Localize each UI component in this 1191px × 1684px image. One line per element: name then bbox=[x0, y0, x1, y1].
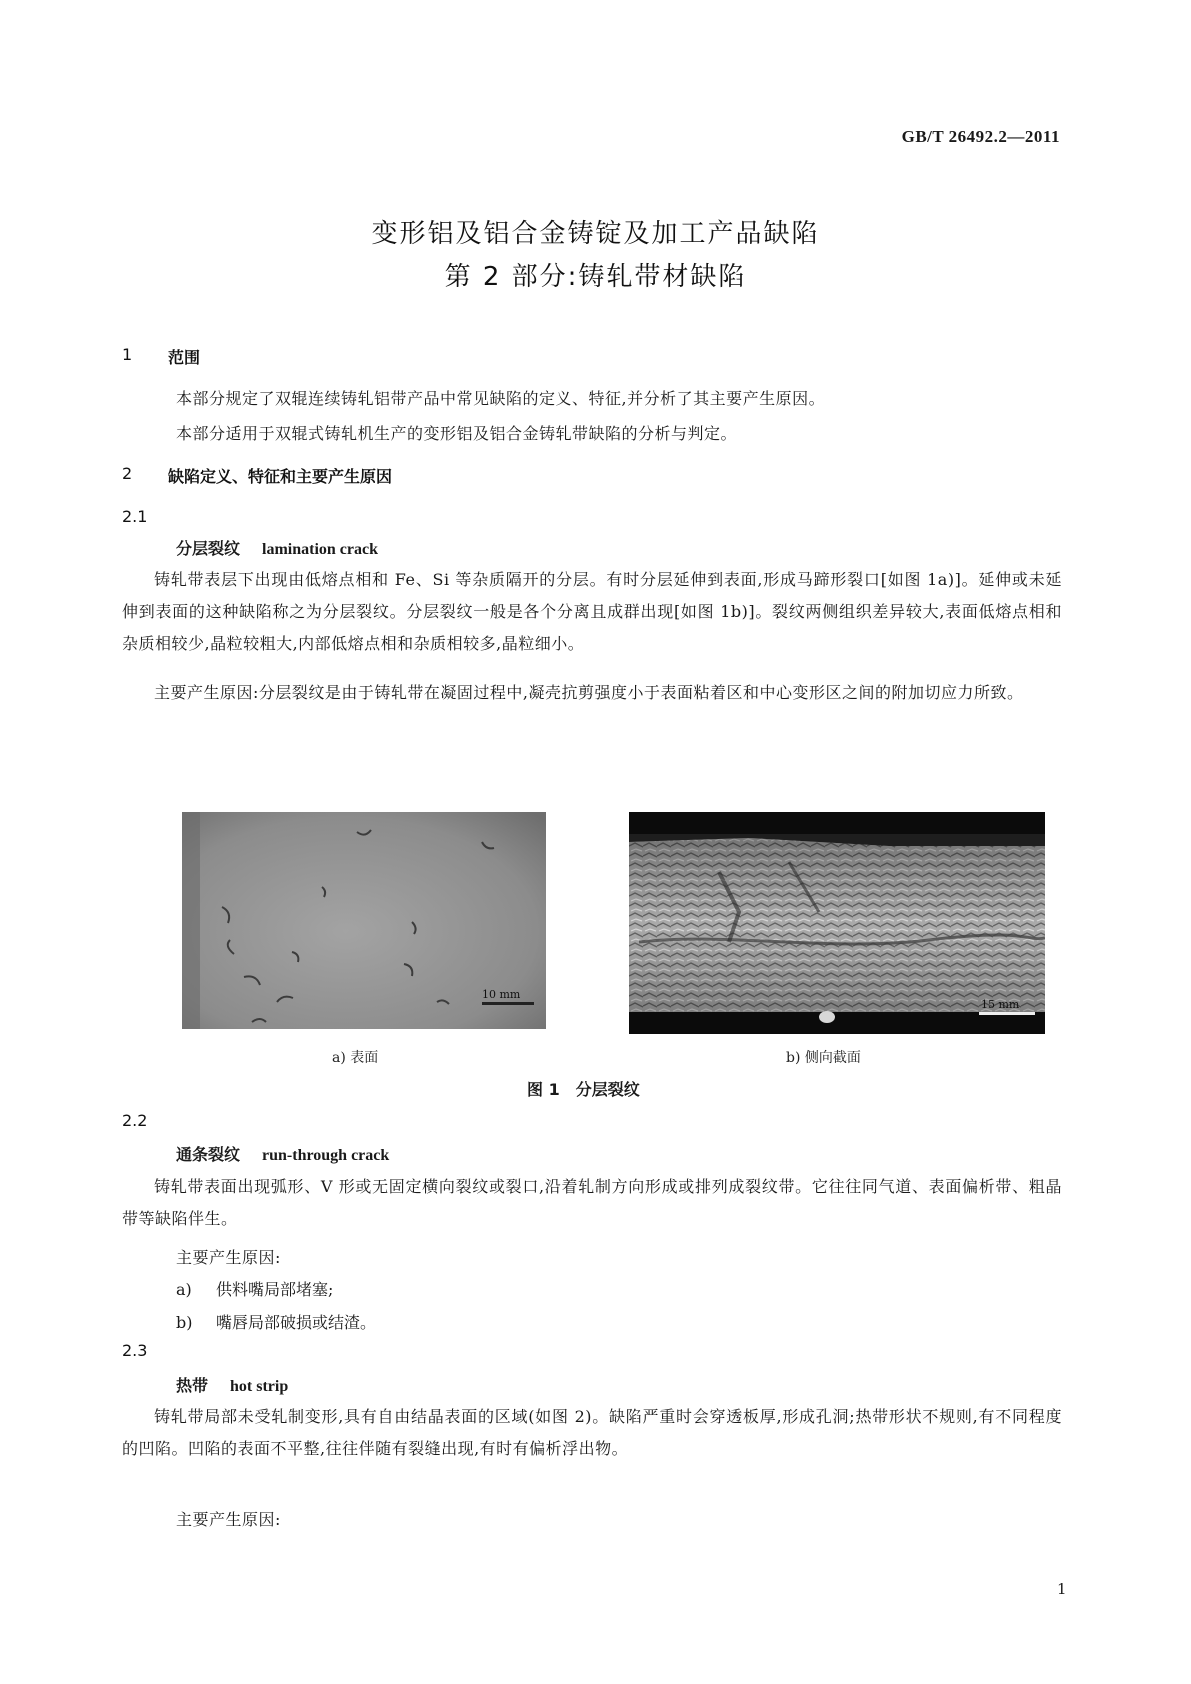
section-2-2-list-item bbox=[176, 1277, 333, 1300]
section-2-2-cause-label: 主要产生原因: bbox=[176, 1248, 281, 1267]
document-title-line2: 第 2 部分:铸轧带材缺陷 bbox=[444, 262, 747, 292]
section-2-number: 2 bbox=[122, 464, 133, 483]
figure-1a-caption: a) 表面 bbox=[332, 1050, 379, 1066]
figure-1-title: 图 1 分层裂纹 bbox=[527, 1080, 640, 1099]
section-2-1-paragraph-2: 主要产生原因:分层裂纹是由于铸轧带在凝固过程中,凝壳抗剪强度小于表面粘着区和中心变形区之间的附加切应力所致。 bbox=[154, 683, 1024, 702]
section-2-1-term bbox=[176, 536, 378, 559]
figure-1b-cross-section-photo bbox=[629, 812, 1045, 1034]
section-1-number: 1 bbox=[122, 345, 133, 364]
figure-1a-surface-photo bbox=[182, 812, 546, 1029]
section-2-2-term bbox=[176, 1142, 389, 1165]
section-2-2-paragraph-1: 铸轧带表面出现弧形、V 形或无固定横向裂纹或裂口,沿着轧制方向形成或排列成裂纹带。它往往同气道、表面偏析带、粗晶带等缺陷伴生。 bbox=[122, 1177, 1062, 1228]
figure-1a-scale-label: 10 mm bbox=[482, 988, 521, 1001]
list-text: 嘴唇局部破损或结渣。 bbox=[216, 1313, 377, 1332]
term-chinese: 热带 bbox=[176, 1376, 209, 1395]
standard-code: GB/T 26492.2—2011 bbox=[901, 127, 1060, 146]
list-marker: b) bbox=[176, 1313, 193, 1332]
section-2-3-paragraph-1: 铸轧带局部未受轧制变形,具有自由结晶表面的区域(如图 2)。缺陷严重时会穿透板厚,形成孔洞;热带形状不规则,有不同程度的凹陷。凹陷的表面不平整,往往伴随有裂缝出现,有时有偏析浮出物。 bbox=[122, 1407, 1062, 1458]
section-1-paragraph-1: 本部分规定了双辊连续铸轧铝带产品中常见缺陷的定义、特征,并分析了其主要产生原因。 bbox=[176, 389, 826, 408]
term-chinese: 通条裂纹 bbox=[176, 1145, 241, 1164]
section-2-heading: 缺陷定义、特征和主要产生原因 bbox=[168, 467, 393, 486]
section-2-3-cause-label: 主要产生原因: bbox=[176, 1510, 281, 1529]
section-2-1-number: 2.1 bbox=[122, 507, 148, 526]
term-english: run-through crack bbox=[262, 1147, 390, 1164]
figure-1b-scale-label: 15 mm bbox=[981, 998, 1020, 1011]
section-2-2-number: 2.2 bbox=[122, 1111, 148, 1130]
figure-1b-caption: b) 侧向截面 bbox=[786, 1050, 861, 1066]
section-2-3-term bbox=[176, 1373, 288, 1396]
section-2-3-number: 2.3 bbox=[122, 1341, 148, 1360]
section-1-heading: 范围 bbox=[168, 348, 201, 367]
page-number: 1 bbox=[1057, 1580, 1067, 1598]
list-marker: a) bbox=[176, 1280, 192, 1299]
term-english: lamination crack bbox=[262, 541, 379, 558]
term-english: hot strip bbox=[230, 1378, 289, 1395]
section-1-paragraph-2: 本部分适用于双辊式铸轧机生产的变形铝及铝合金铸轧带缺陷的分析与判定。 bbox=[176, 424, 738, 443]
section-2-1-paragraph-1: 铸轧带表层下出现由低熔点相和 Fe、Si 等杂质隔开的分层。有时分层延伸到表面,形成马蹄形裂口[如图 1a)]。延伸或未延伸到表面的这种缺陷称之为分层裂纹。分层裂纹一般是各个分离且成群出现[如图 1b)]。裂纹两侧组织差异较大,表面低熔点相和杂质相较少,晶粒较粗大,内部低熔点相和杂质相较多,晶粒细小。 bbox=[122, 570, 1062, 653]
section-2-2-list-item bbox=[176, 1310, 376, 1333]
term-chinese: 分层裂纹 bbox=[176, 539, 241, 558]
document-title-line1: 变形铝及铝合金铸锭及加工产品缺陷 bbox=[371, 219, 820, 249]
list-text: 供料嘴局部堵塞; bbox=[216, 1280, 334, 1299]
